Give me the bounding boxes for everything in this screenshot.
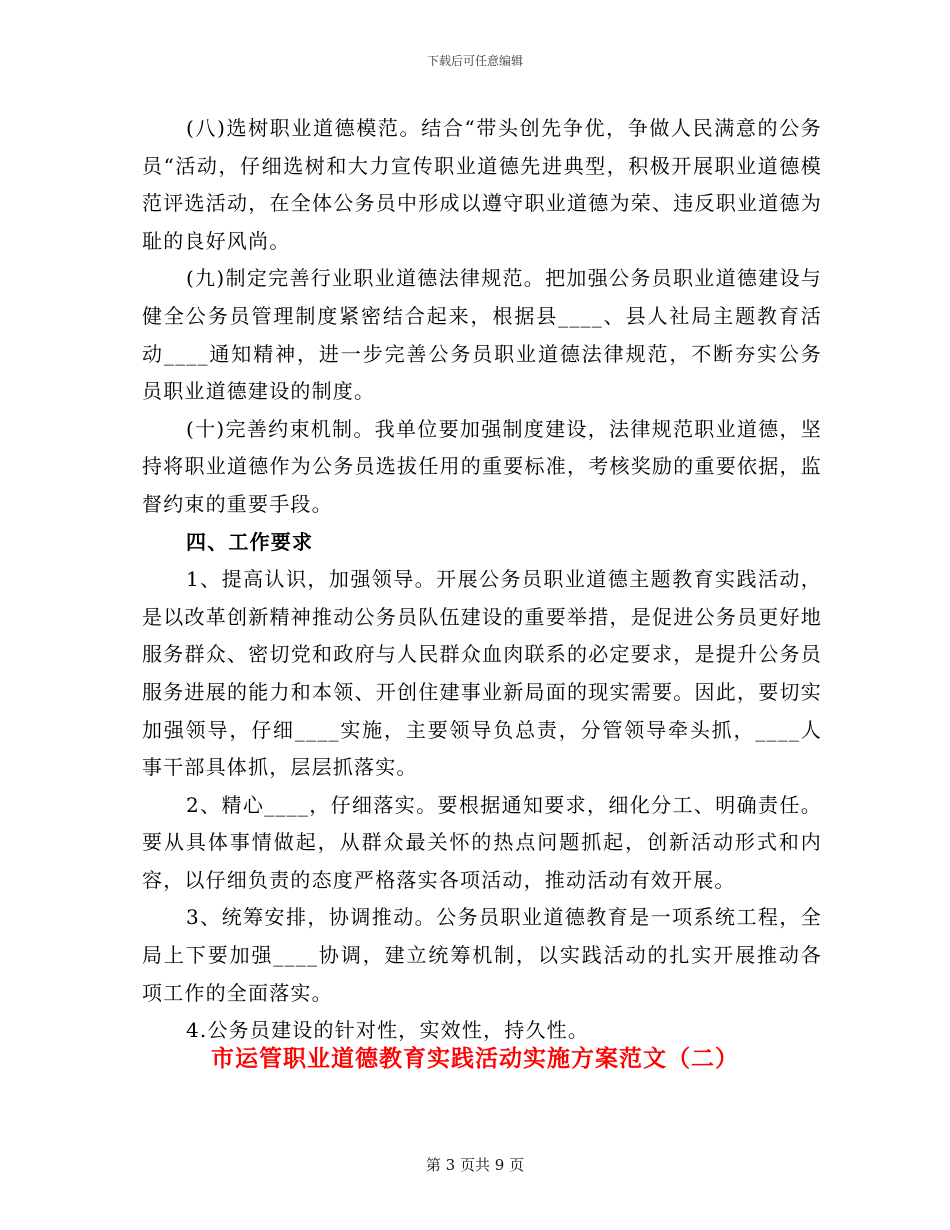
document-title: 市运管职业道德教育实践活动实施方案范文（二） <box>211 1045 739 1072</box>
section-heading: 四、工作要求 <box>186 529 314 554</box>
requirement-1: 1、提高认识，加强领导。开展公务员职业道德主题教育实践活动，是以改革创新精神推动公务员队伍建设的重要举措，是促进公务员更好地服务群众、密切党和政府与人民群众血肉联系的必定要求，是提升公务员服务进展的能力和本领、开创住建事业新局面的现实需要。因此，要切实加强领导，仔细____实施，主要领导负总责，分管领导牵头抓，____人事干部具体抓，层层抓落实。 <box>142 567 822 780</box>
paragraph-8: (八)选树职业道德模范。结合“带头创先争优，争做人民满意的公务员“活动，仔细选树和大力宣传职业道德先进典型，积极开展职业道德模范评选活动，在全体公务员中形成以遵守职业道德为荣、违反职业道德为耻的良好风尚。 <box>142 116 822 253</box>
paragraph-9: (九)制定完善行业职业道德法律规范。把加强公务员职业道德建设与健全公务员管理制度紧密结合起来，根据县____、县人社局主题教育活动____通知精神，进一步完善公务员职业道德法律规范，不断夯实公务员职业道德建设的制度。 <box>142 266 822 404</box>
page-header: 下载后可任意编辑 <box>426 54 523 68</box>
requirement-3: 3、统筹安排，协调推动。公务员职业道德教育是一项系统工程，全局上下要加强____协调，建立统筹机制，以实践活动的扎实开展推动各项工作的全面落实。 <box>142 905 822 1005</box>
requirement-2: 2、精心____，仔细落实。要根据通知要求，细化分工、明确责任。要从具体事情做起，从群众最关怀的热点问题抓起，创新活动形式和内容，以仔细负责的态度严格落实各项活动，推动活动有效开展。 <box>142 792 822 892</box>
requirement-4: 4.公务员建设的针对性，实效性，持久性。 <box>186 1018 590 1043</box>
document-body <box>142 110 822 1050</box>
paragraph-10: (十)完善约束机制。我单位要加强制度建设，法律规范职业道德，坚持将职业道德作为公务员选拔任用的重要标准，考核奖励的重要依据，监督约束的重要手段。 <box>142 416 822 516</box>
page-footer: 第 3 页共 9 页 <box>425 1156 525 1174</box>
